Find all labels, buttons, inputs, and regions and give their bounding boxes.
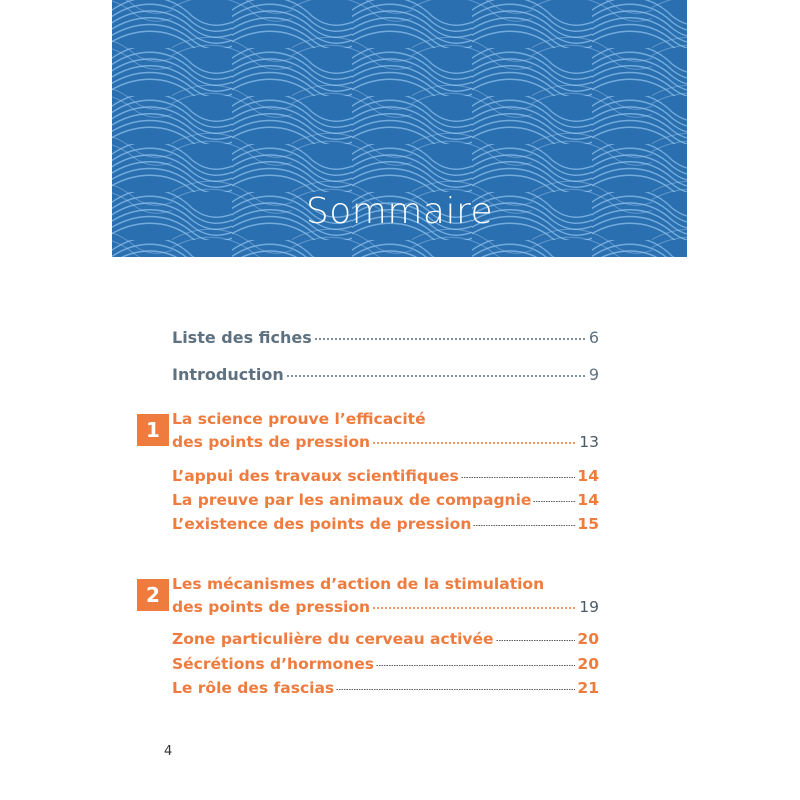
subentry-label: La preuve par les animaux de compagnie (172, 490, 532, 509)
chapter-title-text: des points de pression (172, 432, 371, 451)
toc-subentry[interactable] (172, 653, 599, 673)
chapter-title-line1[interactable]: Les mécanismes d’action de la stimulation (172, 575, 545, 593)
chapter-title-line2[interactable] (172, 431, 599, 451)
toc-entry-page: 6 (588, 328, 599, 347)
dot-leader (314, 327, 587, 343)
chapter-page: 19 (579, 597, 599, 616)
toc-subentry[interactable] (172, 677, 599, 697)
dot-leader (372, 596, 577, 612)
chapter-title-line2[interactable] (172, 596, 599, 616)
subentry-label: Sécrétions d’hormones (172, 654, 374, 673)
toc-subentry[interactable] (172, 489, 599, 509)
subentry-page: 15 (577, 514, 599, 533)
toc-entry-page: 9 (588, 365, 599, 384)
dot-leader (533, 489, 575, 505)
dot-leader (496, 628, 576, 644)
toc-subentry[interactable] (172, 465, 599, 485)
subentry-label: L’appui des travaux scientifiques (172, 466, 459, 485)
chapter-title-line1[interactable]: La science prouve l’efficacité (172, 410, 426, 428)
toc-subentry[interactable] (172, 628, 599, 648)
dot-leader (376, 653, 575, 669)
subentry-label: L’existence des points de pression (172, 514, 472, 533)
dot-leader (372, 431, 577, 447)
dot-leader (336, 677, 575, 693)
chapter-page: 13 (579, 432, 599, 451)
dot-leader (461, 465, 576, 481)
subentry-label: Zone particulière du cerveau activée (172, 629, 494, 648)
dot-leader (473, 513, 575, 529)
page-title: Sommaire (305, 191, 494, 232)
toc-entry-label: Introduction (172, 365, 284, 384)
subentry-page: 14 (577, 466, 599, 485)
chapter-number-badge: 2 (137, 579, 169, 611)
subentry-page: 20 (577, 654, 599, 673)
page-number: 4 (164, 744, 173, 759)
toc-entry-introduction[interactable] (172, 364, 599, 384)
subentry-page: 21 (577, 678, 599, 697)
header-banner (112, 0, 687, 257)
chapter-number-badge: 1 (137, 414, 169, 446)
toc-entry-label: Liste des fiches (172, 328, 312, 347)
toc-entry-liste-des-fiches[interactable] (172, 327, 599, 347)
subentry-label: Le rôle des fascias (172, 678, 335, 697)
dot-leader (286, 364, 587, 380)
subentry-page: 20 (577, 629, 599, 648)
subentry-page: 14 (577, 490, 599, 509)
toc-subentry[interactable] (172, 513, 599, 533)
chapter-title-text: des points de pression (172, 597, 371, 616)
